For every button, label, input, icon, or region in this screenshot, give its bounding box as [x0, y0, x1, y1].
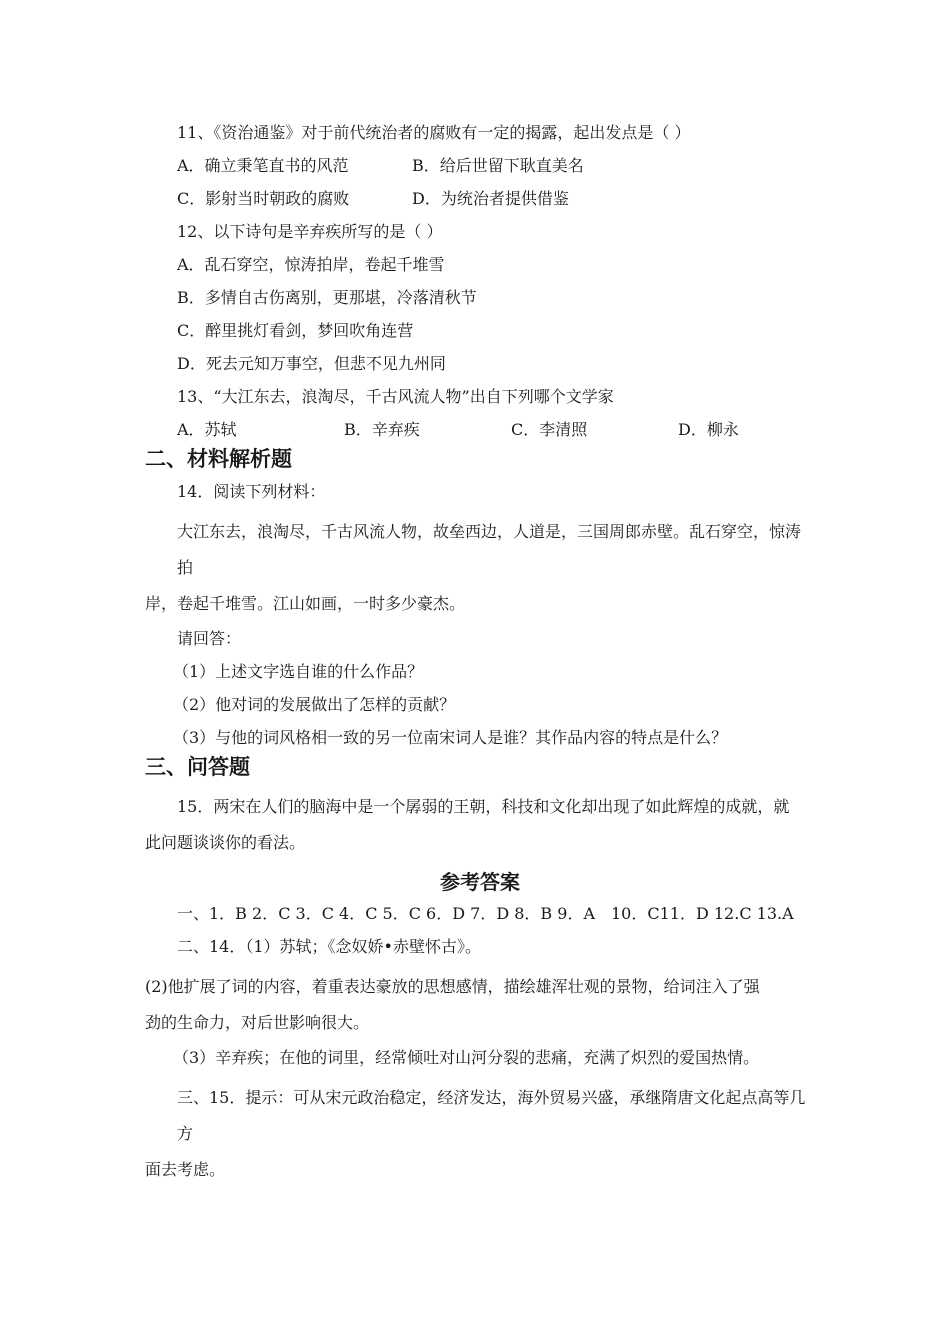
- question-14-sub-2: （2）他对词的发展做出了怎样的贡献？: [173, 695, 456, 714]
- question-13-stem: 13、“大江东去，浪淘尽，千古风流人物”出自下列哪个文学家: [177, 387, 614, 406]
- question-12-option-c: C．醉里挑灯看剑，梦回吹角连营: [177, 321, 414, 340]
- question-14-prompt: 请回答：: [177, 629, 242, 648]
- question-11-option-b: B．给后世留下耿直美名: [412, 156, 584, 175]
- question-12-option-b: B．多情自古伤离别，更那堪，冷落清秋节: [177, 288, 477, 307]
- section-2-heading: 二、材料解析题: [145, 447, 292, 471]
- question-13-option-a: A．苏轼: [177, 420, 237, 439]
- answers-part-2-2-line-1: (2)他扩展了词的内容，着重表达豪放的思想感情，描绘雄浑壮观的景物，给词注入了强: [145, 977, 760, 996]
- question-12-option-d: D．死去元知万事空，但悲不见九州同: [177, 354, 446, 373]
- question-11-options-row1: [145, 155, 815, 177]
- answers-part-1: 一、1．B 2．C 3．C 4．C 5．C 6．D 7．D 8．B 9．A 10．C11．D 12.C 13.A: [177, 904, 794, 923]
- material-passage: [145, 514, 815, 622]
- question-14-sub-1: （1）上述文字选自谁的什么作品？: [173, 662, 424, 681]
- question-14-sub-3: （3）与他的词风格相一致的另一位南宋词人是谁？其作品内容的特点是什么？: [173, 728, 728, 747]
- answers-part-3-line-2: 面去考虑。: [145, 1160, 226, 1179]
- question-11-option-a: A．确立秉笔直书的风范: [177, 156, 349, 175]
- question-12-option-a: A．乱石穿空，惊涛拍岸，卷起千堆雪: [177, 255, 445, 274]
- question-12-stem: 12、以下诗句是辛弃疾所写的是（ ）: [177, 222, 443, 241]
- question-13-option-c: C．李清照: [511, 420, 588, 439]
- question-11-options-row2: [145, 188, 815, 210]
- question-13-option-d: D．柳永: [678, 420, 739, 439]
- question-15: [145, 789, 815, 861]
- answers-part-2-2-line-2: 劲的生命力，对后世影响很大。: [145, 1013, 370, 1032]
- question-11-option-d: D．为统治者提供借鉴: [412, 189, 569, 208]
- document-content: [145, 122, 815, 1188]
- question-11-option-c: C．影射当时朝政的腐败: [177, 189, 350, 208]
- answers-part-3-line-1: 三、15．提示：可从宋元政治稳定，经济发达，海外贸易兴盛，承继隋唐文化起点高等几方: [177, 1088, 806, 1143]
- question-15-line-1: 15．两宋在人们的脑海中是一个孱弱的王朝，科技和文化却出现了如此辉煌的成就，就: [177, 797, 790, 816]
- question-14-intro: 14．阅读下列材料：: [177, 482, 326, 501]
- answers-part-3: [145, 1080, 815, 1188]
- question-15-line-2: 此问题谈谈你的看法。: [145, 833, 306, 852]
- answers-part-2-3: （3）辛弃疾；在他的词里，经常倾吐对山河分裂的悲痛，充满了炽烈的爱国热情。: [173, 1048, 760, 1067]
- answers-part-2-1: 二、14．（1）苏轼；《念奴娇•赤壁怀古》。: [177, 937, 481, 956]
- question-13-options: [145, 419, 815, 441]
- answers-part-2-2: [145, 969, 815, 1041]
- section-3-heading: 三、问答题: [145, 755, 250, 779]
- question-13-option-b: B．辛弃疾: [344, 420, 420, 439]
- question-11-stem: 11、《资治通鉴》对于前代统治者的腐败有一定的揭露，起出发点是（ ）: [177, 123, 691, 142]
- material-line-2: 岸，卷起千堆雪。江山如画，一时多少豪杰。: [145, 594, 466, 613]
- answers-title: 参考答案: [440, 870, 520, 894]
- material-line-1: 大江东去，浪淘尽，千古风流人物，故垒西边，人道是，三国周郎赤壁。乱石穿空，惊涛拍: [177, 522, 802, 577]
